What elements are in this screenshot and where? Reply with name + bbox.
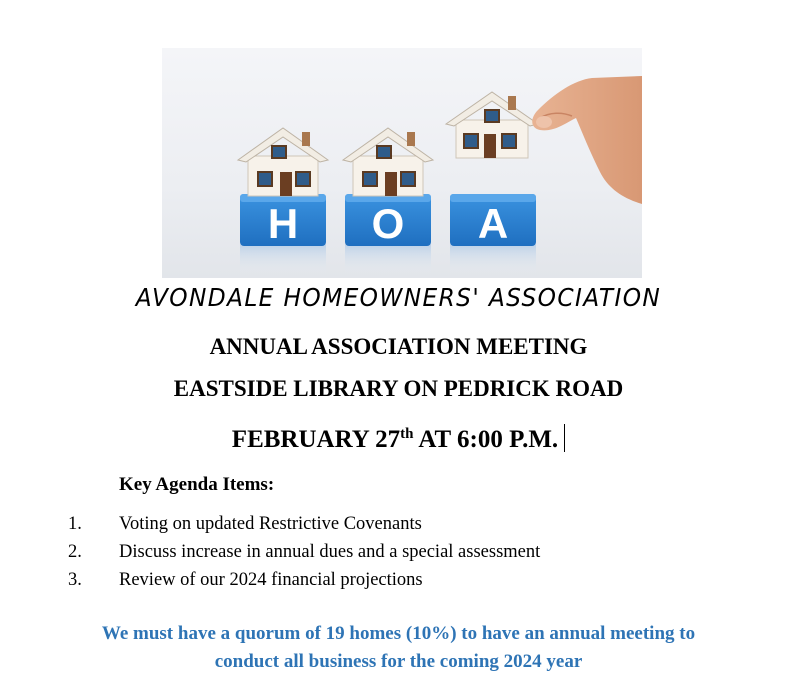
agenda-item-number: 2. [68,542,82,562]
meeting-date-ordinal: th [400,426,414,442]
text-cursor [564,424,565,452]
agenda-item-number: 3. [68,570,82,590]
tile-o [345,194,431,247]
agenda-item-text: Review of our 2024 financial projections [119,570,423,590]
svg-text:A: A [477,200,509,247]
agenda-item [0,538,760,566]
quorum-notice [0,620,797,676]
quorum-notice-line-1: We must have a quorum of 19 homes (10%) to have an annual meeting to [101,623,696,644]
tile-a [450,194,536,247]
org-name-heading: AVONDALE HOMEOWNERS' ASSOCIATION [135,283,662,312]
agenda-item [0,566,760,594]
house-3-icon [446,92,538,158]
svg-text:O: O [371,200,405,247]
agenda-item-text: Discuss increase in annual dues and a special assessment [119,542,541,562]
meeting-date-day: FEBRUARY 27 [231,426,401,453]
house-2-icon [343,128,433,196]
quorum-notice-line-2: conduct all business for the coming 2024 year [214,651,583,672]
agenda-list [0,510,760,594]
agenda-item-number: 1. [68,514,82,534]
meeting-location: EASTSIDE LIBRARY ON PEDRICK ROAD [173,376,624,401]
svg-text:H: H [267,200,299,247]
hoa-houses-illustration [162,48,642,278]
tile-h [240,194,326,247]
agenda-item [0,510,760,538]
hoa-hero-image [162,48,642,278]
meeting-date-time: AT 6:00 P.M. [413,426,559,453]
hand-icon [532,76,642,204]
meeting-title: ANNUAL ASSOCIATION MEETING [209,334,588,359]
agenda-item-text: Voting on updated Restrictive Covenants [119,514,422,534]
meeting-date [0,424,797,454]
agenda-title: Key Agenda Items: [119,474,275,495]
house-1-icon [238,128,328,196]
